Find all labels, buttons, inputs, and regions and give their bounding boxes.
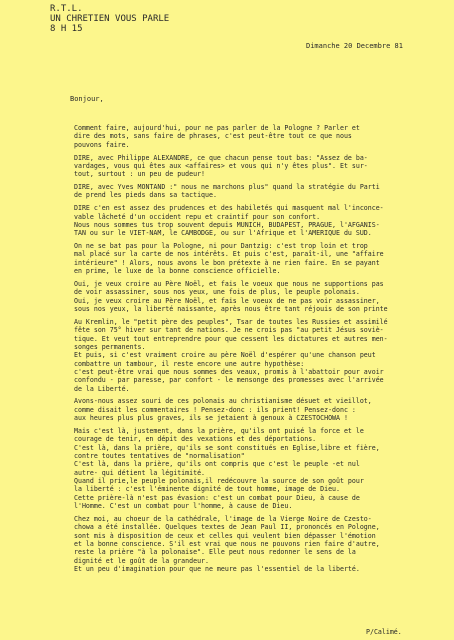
header-station: R.T.L. <box>50 4 83 14</box>
text-line: la liberté : c'est l'éminente dignité de tout homme, image de Dieu. <box>74 485 340 494</box>
header-time: 8 H 15 <box>50 24 83 34</box>
paragraph <box>74 397 446 422</box>
letter-body <box>74 124 446 578</box>
paragraph <box>74 154 446 179</box>
text-line: comme disait les commentaires ! Pensez-donc : ils prient! Pensez-donc : <box>74 405 356 414</box>
text-line: autre- qui détient la légitimité. <box>74 468 206 477</box>
text-line: Comment faire, aujourd'hui, pour ne pas parler de la Pologne ? Parler et <box>74 124 360 132</box>
text-line: c'est peut-être vrai que nous sommes des veaux, promis à l'abattoir pour avoir <box>74 367 384 376</box>
text-line: vardages, vous qui êtes aux <affaires> et vous qui n'y êtes plus". Et sur- <box>74 161 368 170</box>
text-line: tique. Et veut tout entreprendre pour que cessent les dictatures et autres men- <box>74 334 388 343</box>
text-line: combattre un tambour, il reste encore une autre hypothèse: <box>74 359 305 368</box>
letterhead <box>50 4 169 34</box>
text-line: reste la prière "à la polonaise". Elle peut nous redonner le sens de la <box>74 548 356 557</box>
text-line: confondu - par paresse, par confort - le mensonge des promesses avec l'arrivée <box>74 376 384 385</box>
text-line: Oui, je veux croire au Père Noël, et fais le voeux de ne pas voir assassiner, <box>74 296 380 305</box>
text-line: chowa a été installée. Quelques textes de Jean Paul II, prononcés en Pologne, <box>74 523 380 532</box>
paragraph <box>74 204 446 237</box>
text-line: Et puis, si c'est vraiment croire au père Noël d'espérer qu'une chanson peut <box>74 351 376 360</box>
paragraph <box>74 242 446 275</box>
paragraph <box>74 183 446 200</box>
text-line: fête son 75° hiver sur tant de nations. Je ne crois pas "au petit Jésus soviè- <box>74 326 384 335</box>
salutation: Bonjour, <box>70 95 104 103</box>
text-line: l'Homme. C'est un combat pour l'homme, à cause de Dieu. <box>74 502 293 511</box>
text-line: Chez moi, au choeur de la cathédrale, l'image de la Vierge Noire de Czesto- <box>74 514 372 523</box>
text-line: aux heures plus plus graves, ils se jetaient à genoux à CZESTOCHOWA ! <box>74 414 348 423</box>
text-line: de prend les pieds dans sa tactique. <box>74 191 217 200</box>
paragraph <box>74 318 446 393</box>
text-line: DIRE, avec Yves MONTAND :" nous ne marchons plus" quand la stratégie du Parti <box>74 183 380 192</box>
text-line: Au Kremlin, le "petit père des peuples", Tsar de toutes les Russies et assimilé <box>74 317 388 326</box>
text-line: Nous nous sommes tus trop souvent depuis MUNICH, BUDAPEST, PRAGUE, l'AFGANIS- <box>74 220 380 229</box>
text-line: pouvons faire. <box>74 140 130 149</box>
text-line: Cette prière-là n'est pas évasion: c'est un combat pour Dieu, à cause de <box>74 493 360 502</box>
text-line: C'est là, dans la prière, qu'ils se sont constitués en Eglise,libre et fière, <box>74 443 380 452</box>
paragraph <box>74 124 446 149</box>
text-line: Et un peu d'imagination pour que ne meure pas l'essentiel de la liberté. <box>74 565 360 573</box>
text-line: Oui, je veux croire au Père Noël, et fais le voeux que nous ne supportions pas <box>74 280 384 288</box>
text-line: en prime, le luxe de la bonne conscience officielle. <box>74 267 281 276</box>
text-line: tout, surtout : un peu de pudeur! <box>74 170 206 179</box>
text-line: de la Liberté. <box>74 384 130 393</box>
text-line: DIRE, avec Philippe ALEXANDRE, ce que chacun pense tout bas: "Assez de ba- <box>74 153 368 162</box>
header-program: UN CHRETIEN VOUS PARLE <box>50 14 170 24</box>
text-line: mal placé sur la carte de nos intérêts. Et puis c'est, paraît-il, une "affaire <box>74 250 384 259</box>
paragraph <box>74 515 446 573</box>
text-line: dignité et le goût de la grandeur. <box>74 556 209 565</box>
text-line: On ne se bat pas pour la Pologne, ni pour Dantzig: c'est trop loin et trop <box>74 242 368 251</box>
text-line: DIRE c'en est assez des prudences et des habiletés qui masquent mal l'inconce- <box>74 204 384 213</box>
text-line: Mais c'est là, justement, dans la prière, qu'ils ont puisé la force et le <box>74 427 364 435</box>
signature: P/Calimé. <box>366 628 402 636</box>
text-line: intérieure" ! Alors, nous avons le bon prétexte à ne rien faire. En se payant <box>74 258 380 267</box>
text-line: Avons-nous assez souri de ces polonais au christianisme désuet et vieillot, <box>74 397 372 406</box>
text-line: courage de tenir, en dépit des vexations et des déportations. <box>74 435 317 444</box>
text-line: sont mis à disposition de ceux et celles qui veulent bien dépasser l'émotion <box>74 531 376 540</box>
text-line: vable lâcheté d'un occident repu et craintif pour son confort. <box>74 212 321 221</box>
text-line: TAN ou sur le VIET-NAM, le CAMBODGE, ou sur l'Afrique et l'AMERIQUE du SUD. <box>74 229 372 238</box>
text-line: sous nos yeux, la liberté naissante, après nous être tant réjouis de son printe <box>74 305 388 314</box>
text-line: Quand il prie,le peuple polonais,il redécouvre la source de son goût pour <box>74 477 364 486</box>
text-line: songes permanents. <box>74 342 146 351</box>
document-date: Dimanche 20 Decembre 81 <box>306 42 403 50</box>
text-line: et la bonne conscience. S'il est vrai que nous ne pouvons rien faire d'autre, <box>74 539 380 548</box>
text-line: de voir assassiner, sous nos yeux, une fois de plus, le peuple polonais. <box>74 288 360 297</box>
paragraph <box>74 280 446 313</box>
paragraph <box>74 427 446 510</box>
text-line: C'est là, dans la prière, qu'ils ont compris que c'est le peuple -et nul <box>74 460 360 469</box>
text-line: dire des mots, sans faire de phrases, c'est peut-être tout ce que nous <box>74 132 352 141</box>
text-line: contre toutes tentatives de "normalisation" <box>74 452 245 461</box>
